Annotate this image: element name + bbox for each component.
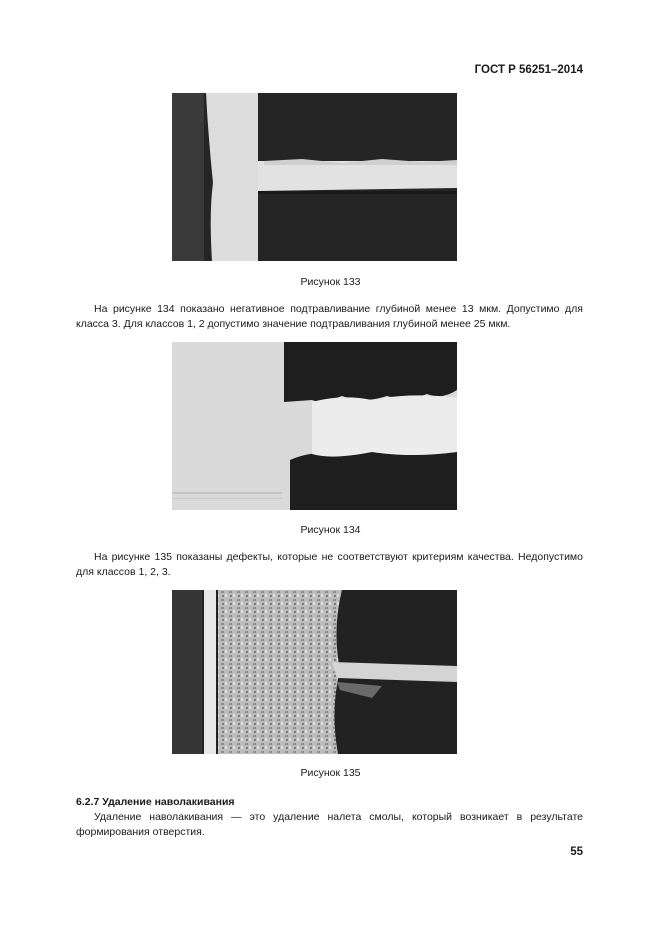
section-paragraph: Удаление наволакивания — это удаление налета смолы, который возникает в результате формирования отверстия. bbox=[76, 811, 583, 838]
figure-134-image bbox=[172, 342, 457, 510]
figure-135-image bbox=[172, 590, 457, 754]
figure-133-image bbox=[172, 93, 457, 261]
page-number: 55 bbox=[570, 846, 583, 858]
document-header: ГОСТ Р 56251–2014 bbox=[474, 64, 583, 76]
paragraph-figure-134: На рисунке 134 показано негативное подтравливание глубиной менее 13 мкм. Допустимо для класса 3. Для классов 1, 2 допустимо значение подтравливания глубиной менее 25 мкм. bbox=[76, 303, 583, 330]
figure-133-caption: Рисунок 133 bbox=[300, 276, 361, 288]
paragraph-figure-135: На рисунке 135 показаны дефекты, которые не соответствуют критериям качества. Недопустимо для классов 1, 2, 3. bbox=[76, 551, 583, 578]
section-title: 6.2.7 Удаление наволакивания bbox=[76, 796, 235, 808]
figure-134-caption: Рисунок 134 bbox=[300, 524, 361, 536]
figure-135-caption: Рисунок 135 bbox=[300, 767, 361, 779]
